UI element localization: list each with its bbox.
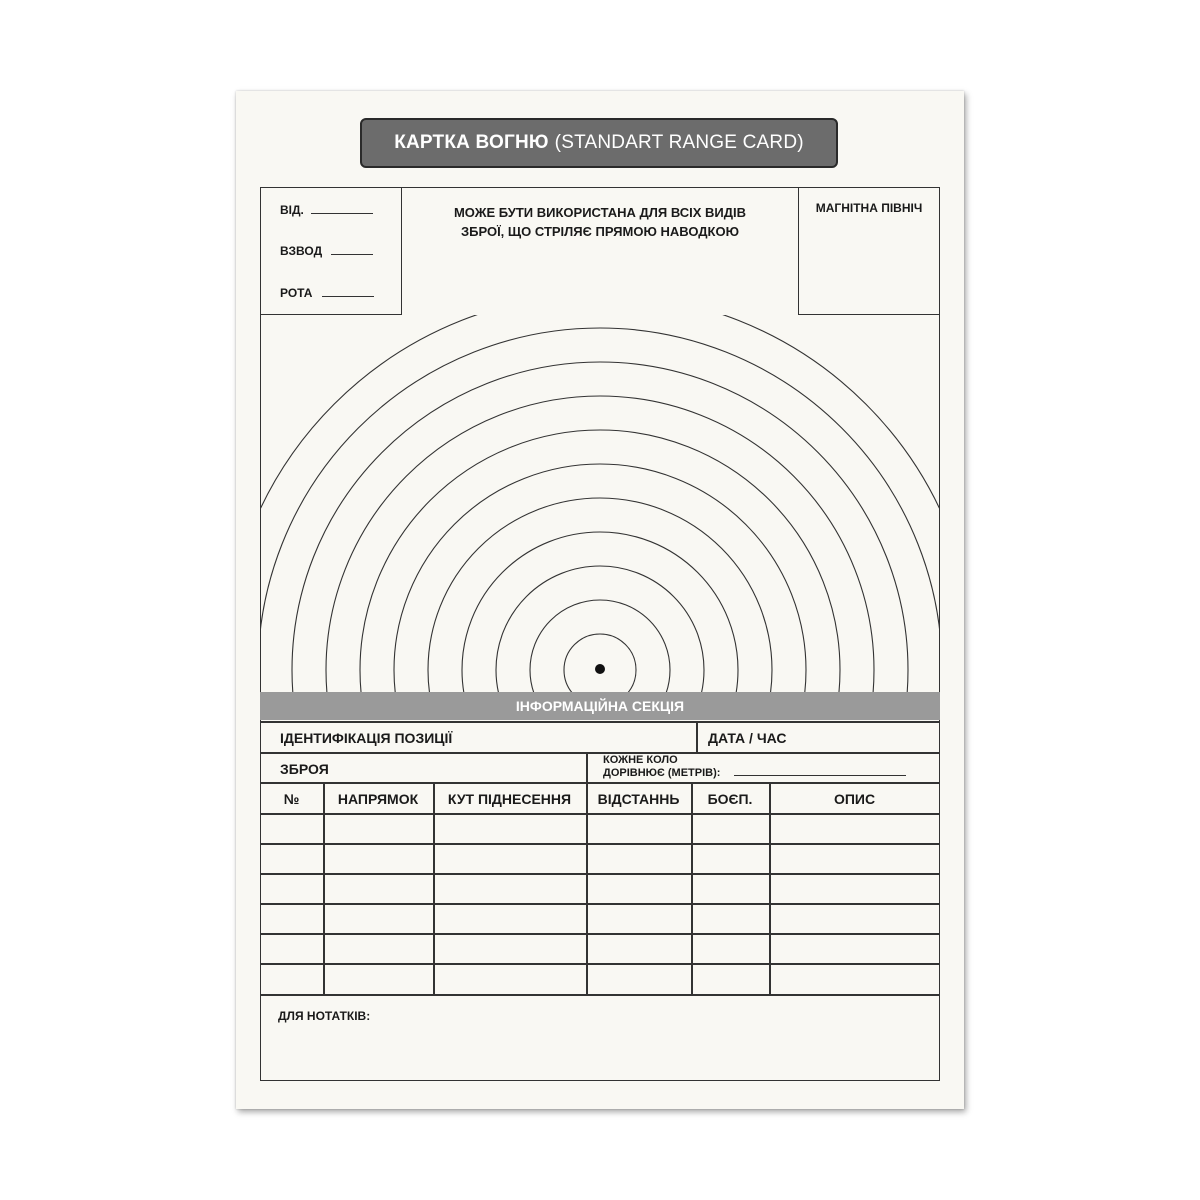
col-header-ammo: БОЄП. bbox=[707, 791, 753, 807]
table-column-divider bbox=[769, 782, 771, 994]
usage-note bbox=[408, 203, 792, 241]
position-id-field[interactable]: ІДЕНТИФІКАЦІЯ ПОЗИЦІЇ bbox=[280, 730, 453, 746]
divider bbox=[586, 752, 588, 782]
range-card-sheet bbox=[236, 91, 964, 1109]
title-bold: КАРТКА ВОГНЮ bbox=[394, 132, 549, 153]
vid-field[interactable] bbox=[280, 203, 373, 217]
range-circles-diagram bbox=[260, 315, 940, 693]
divider bbox=[260, 721, 940, 723]
table-row[interactable] bbox=[260, 933, 940, 935]
table-column-divider bbox=[586, 782, 588, 994]
range-circle-2 bbox=[530, 600, 670, 693]
table-column-divider bbox=[323, 782, 325, 994]
info-section-header: ІНФОРМАЦІЙНА СЕКЦІЯ bbox=[260, 692, 940, 720]
rota-field[interactable] bbox=[280, 286, 374, 300]
circle-scale-label-1: КОЖНЕ КОЛО bbox=[603, 754, 678, 766]
col-header-range: ВІДСТАННЬ bbox=[597, 791, 680, 807]
vid-label: ВІД. bbox=[280, 203, 304, 217]
card-title bbox=[360, 118, 838, 168]
circle-scale-field[interactable] bbox=[603, 754, 906, 780]
table-row[interactable] bbox=[260, 843, 940, 845]
vzvod-line[interactable] bbox=[331, 244, 373, 255]
notes-area[interactable] bbox=[262, 997, 938, 1079]
divider bbox=[696, 721, 698, 752]
divider bbox=[260, 782, 940, 784]
col-header-elevation: КУТ ПІДНЕСЕННЯ bbox=[447, 791, 572, 807]
title-subtitle: (STANDART RANGE CARD) bbox=[554, 132, 804, 153]
table-column-divider bbox=[433, 782, 435, 994]
usage-note-line1: МОЖЕ БУТИ ВИКОРИСТАНА ДЛЯ ВСІХ ВИДІВ bbox=[453, 205, 747, 220]
table-row[interactable] bbox=[260, 994, 940, 996]
rota-line[interactable] bbox=[322, 286, 374, 297]
magnetic-north-label: МАГНІТНА ПІВНІЧ bbox=[815, 201, 923, 215]
usage-note-line2: ЗБРОЇ, ЩО СТРІЛЯЄ ПРЯМОЮ НАВОДКОЮ bbox=[461, 224, 739, 239]
col-header-number: № bbox=[283, 791, 300, 807]
circle-scale-line[interactable] bbox=[734, 767, 906, 776]
weapon-field[interactable]: ЗБРОЯ bbox=[280, 761, 329, 777]
position-center-dot bbox=[595, 664, 605, 674]
vzvod-field[interactable] bbox=[280, 244, 373, 258]
table-row[interactable] bbox=[260, 813, 940, 815]
range-circle-1 bbox=[564, 634, 636, 693]
col-header-description: ОПИС bbox=[833, 791, 876, 807]
rota-label: РОТА bbox=[280, 286, 313, 300]
table-column-divider bbox=[691, 782, 693, 994]
table-row[interactable] bbox=[260, 903, 940, 905]
range-circle-8 bbox=[326, 396, 874, 693]
range-circle-9 bbox=[292, 362, 908, 693]
circle-scale-label-2: ДОРІВНЮЄ (МЕТРІВ): bbox=[603, 767, 906, 780]
notes-label: ДЛЯ НОТАТКІВ: bbox=[278, 1009, 371, 1023]
vzvod-label: ВЗВОД bbox=[280, 244, 323, 258]
range-circle-7 bbox=[360, 430, 840, 693]
vid-line[interactable] bbox=[311, 203, 373, 214]
table-row[interactable] bbox=[260, 873, 940, 875]
col-header-direction: НАПРЯМОК bbox=[337, 791, 419, 807]
table-row[interactable] bbox=[260, 963, 940, 965]
range-circle-5 bbox=[428, 498, 772, 693]
date-time-field[interactable]: ДАТА / ЧАС bbox=[708, 730, 787, 746]
